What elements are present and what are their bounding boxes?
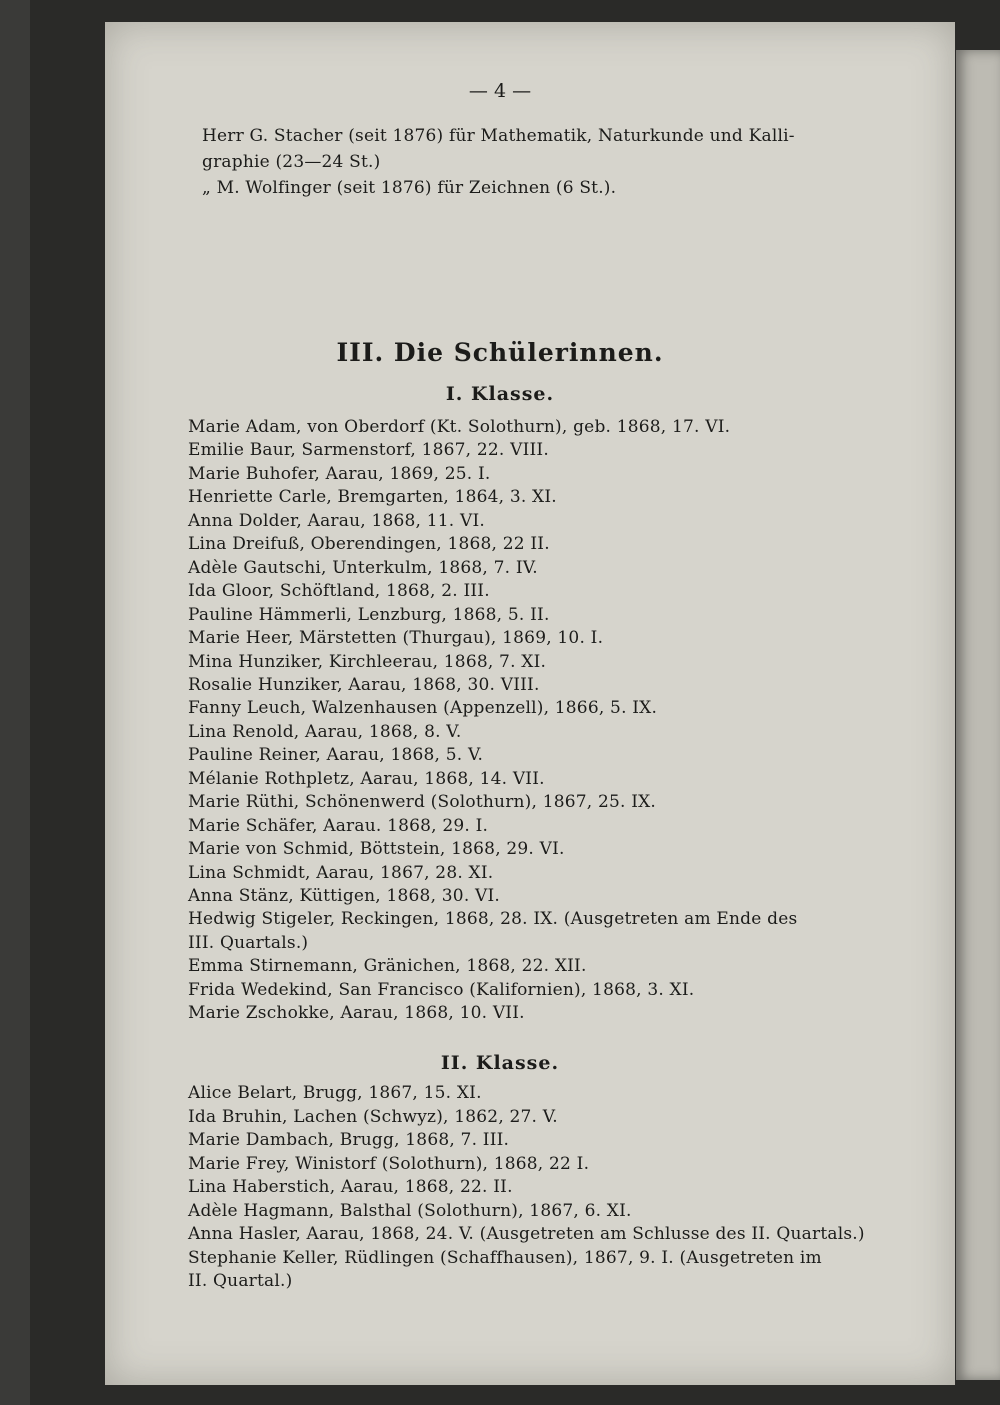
item-text: Marie Frey, Winistorf (Solothurn), 1868, 22 I. bbox=[188, 1153, 590, 1174]
item-text: Marie Zschokke, Aarau, 1868, 10. VII. bbox=[188, 1003, 525, 1024]
item-text: Frida Wedekind, San Francisco (Kalifornien), 1868, 3. XI. bbox=[188, 979, 695, 1000]
item-text: Marie Schäfer, Aarau. 1868, 29. I. bbox=[188, 815, 489, 836]
item-text: „ M. Wolfinger (seit 1876) für Zeichnen (6 St.). bbox=[202, 178, 617, 198]
item-text: Pauline Reiner, Aarau, 1868, 5. V. bbox=[188, 745, 484, 766]
class-2-title: II. Klasse. bbox=[440, 1052, 560, 1074]
item-text: Anna Dolder, Aarau, 1868, 11. VI. bbox=[188, 510, 485, 531]
item-text: Emma Stirnemann, Gränichen, 1868, 22. XII. bbox=[188, 956, 587, 977]
item-text: Fanny Leuch, Walzenhausen (Appenzell), 1866, 5. IX. bbox=[188, 698, 658, 719]
item-text: Lina Dreifuß, Oberendingen, 1868, 22 II. bbox=[188, 534, 550, 555]
item-text: Ida Bruhin, Lachen (Schwyz), 1862, 27. V. bbox=[188, 1106, 558, 1127]
item-text: Ida Gloor, Schöftland, 1868, 2. III. bbox=[188, 581, 490, 602]
item-text: Mélanie Rothpletz, Aarau, 1868, 14. VII. bbox=[188, 768, 545, 789]
item-text: Marie Adam, von Oberdorf (Kt. Solothurn), geb. 1868, 17. VI. bbox=[188, 417, 731, 437]
item-text: Anna Stänz, Küttigen, 1868, 30. VI. bbox=[188, 886, 501, 906]
item-text: II. Quartal.) bbox=[188, 1271, 293, 1291]
item-text: III. Quartals.) bbox=[188, 932, 309, 953]
item-text: Mina Hunziker, Kirchleerau, 1868, 7. XI. bbox=[188, 651, 547, 672]
item-text: Rosalie Hunziker, Aarau, 1868, 30. VIII. bbox=[188, 674, 540, 695]
page-number: — 4 — bbox=[468, 80, 532, 102]
item-text: Marie von Schmid, Böttstein, 1868, 29. VI. bbox=[188, 839, 565, 860]
item-text: Hedwig Stigeler, Reckingen, 1868, 28. IX. (Ausgetreten am Ende des bbox=[188, 909, 798, 930]
item-text: Anna Hasler, Aarau, 1868, 24. V. (Ausgetreten am Schlusse des II. Quartals.) bbox=[188, 1224, 865, 1244]
item-text: Marie Buhofer, Aarau, 1869, 25. I. bbox=[188, 463, 491, 484]
item-text: Stephanie Keller, Rüdlingen (Schaffhausen), 1867, 9. I. (Ausgetreten im bbox=[188, 1247, 822, 1268]
item-text: Emilie Baur, Sarmenstorf, 1867, 22. VIII. bbox=[188, 440, 549, 461]
item-text: Adèle Gautschi, Unterkulm, 1868, 7. IV. bbox=[188, 557, 538, 578]
item-text: Pauline Hämmerli, Lenzburg, 1868, 5. II. bbox=[188, 604, 550, 625]
item-text: Adèle Hagmann, Balsthal (Solothurn), 1867, 6. XI. bbox=[188, 1200, 632, 1221]
item-text: Marie Heer, Märstetten (Thurgau), 1869, 10. I. bbox=[188, 628, 604, 649]
item-text: graphie (23—24 St.) bbox=[202, 152, 381, 172]
item-text: Henriette Carle, Bremgarten, 1864, 3. XI. bbox=[188, 487, 557, 508]
item-text: Alice Belart, Brugg, 1867, 15. XI. bbox=[188, 1083, 482, 1103]
item-text: Lina Schmidt, Aarau, 1867, 28. XI. bbox=[188, 862, 494, 883]
item-text: Marie Dambach, Brugg, 1868, 7. III. bbox=[188, 1130, 510, 1150]
item-text: Herr G. Stacher (seit 1876) für Mathematik, Naturkunde und Kalli- bbox=[202, 126, 795, 146]
item-text: Marie Rüthi, Schönenwerd (Solothurn), 1867, 25. IX. bbox=[188, 792, 657, 813]
item-text: Lina Renold, Aarau, 1868, 8. V. bbox=[188, 721, 462, 742]
item-text: Lina Haberstich, Aarau, 1868, 22. II. bbox=[188, 1177, 513, 1197]
class-1-title: I. Klasse. bbox=[445, 383, 555, 405]
section-title: III. Die Schülerinnen. bbox=[336, 338, 664, 367]
